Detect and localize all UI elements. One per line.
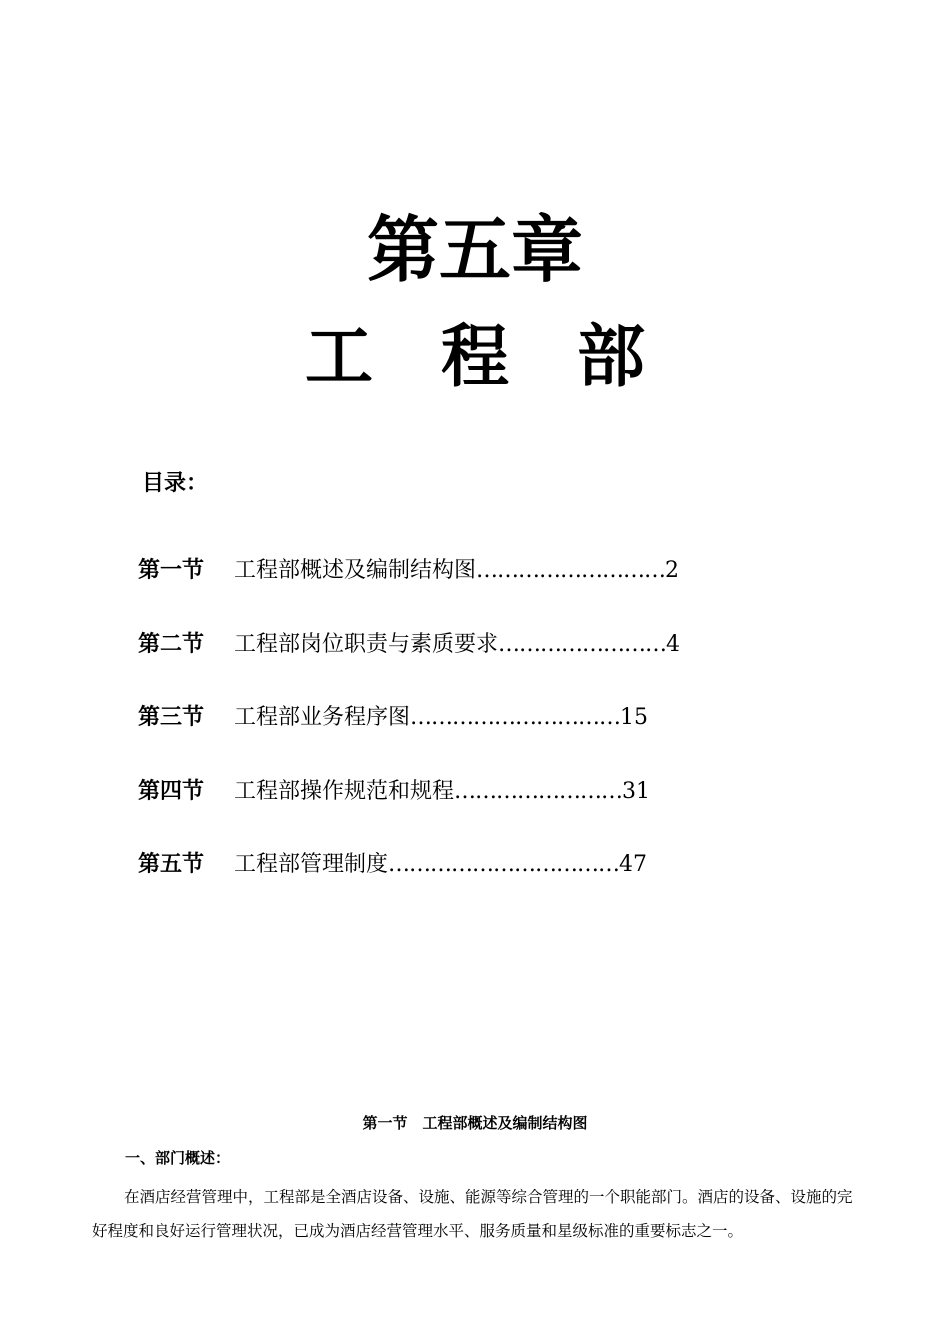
department-title <box>0 312 950 402</box>
table-of-contents <box>138 552 778 920</box>
toc-heading: 目录： <box>142 470 209 496</box>
toc-entry[interactable] <box>138 626 778 700</box>
toc-section-number: 第四节 <box>138 777 205 804</box>
toc-topic: 工程部业务程序图 <box>234 705 411 730</box>
toc-leader-dots: …………………… <box>454 778 623 804</box>
toc-topic: 工程部操作规范和规程 <box>234 778 455 804</box>
toc-entry[interactable] <box>138 846 778 920</box>
toc-entry[interactable] <box>138 552 778 626</box>
toc-entry[interactable] <box>138 699 778 773</box>
toc-page-number: 2 <box>665 558 680 583</box>
toc-topic: 工程部概述及编制结构图 <box>234 558 477 583</box>
toc-page-number: 47 <box>619 852 648 877</box>
toc-section-number: 第二节 <box>138 630 205 657</box>
toc-leader-dots: ……………………… <box>476 558 666 583</box>
department-title-char: 程 <box>441 317 510 397</box>
body-paragraph: 在酒店经营管理中，工程部是全酒店设备、设施、能源等综合管理的一个职能部门。酒店的设备、设施的完好程度和良好运行管理状况，已成为酒店经营管理水平、服务质量和星级标准的重要标志之一。 <box>92 1188 853 1240</box>
toc-entry[interactable] <box>138 773 778 847</box>
toc-topic: 工程部岗位职责与素质要求 <box>234 631 499 657</box>
toc-page-number: 31 <box>622 778 651 804</box>
sub-heading: 一、部门概述： <box>125 1149 231 1167</box>
toc-leader-dots: …………………… <box>498 631 667 657</box>
toc-page-number: 4 <box>666 631 681 657</box>
toc-section-number: 第三节 <box>138 704 205 730</box>
department-title-char: 部 <box>577 317 646 397</box>
department-title-char: 工 <box>305 317 374 397</box>
chapter-title: 第五章 <box>366 207 583 292</box>
section-heading: 第一节 工程部概述及编制结构图 <box>362 1114 588 1132</box>
toc-section-number: 第一节 <box>138 557 205 583</box>
toc-leader-dots: …………………………… <box>388 852 620 877</box>
toc-page-number: 15 <box>620 705 649 730</box>
toc-topic: 工程部管理制度 <box>234 852 389 877</box>
toc-section-number: 第五节 <box>138 851 205 877</box>
toc-leader-dots: ………………………… <box>410 705 621 730</box>
